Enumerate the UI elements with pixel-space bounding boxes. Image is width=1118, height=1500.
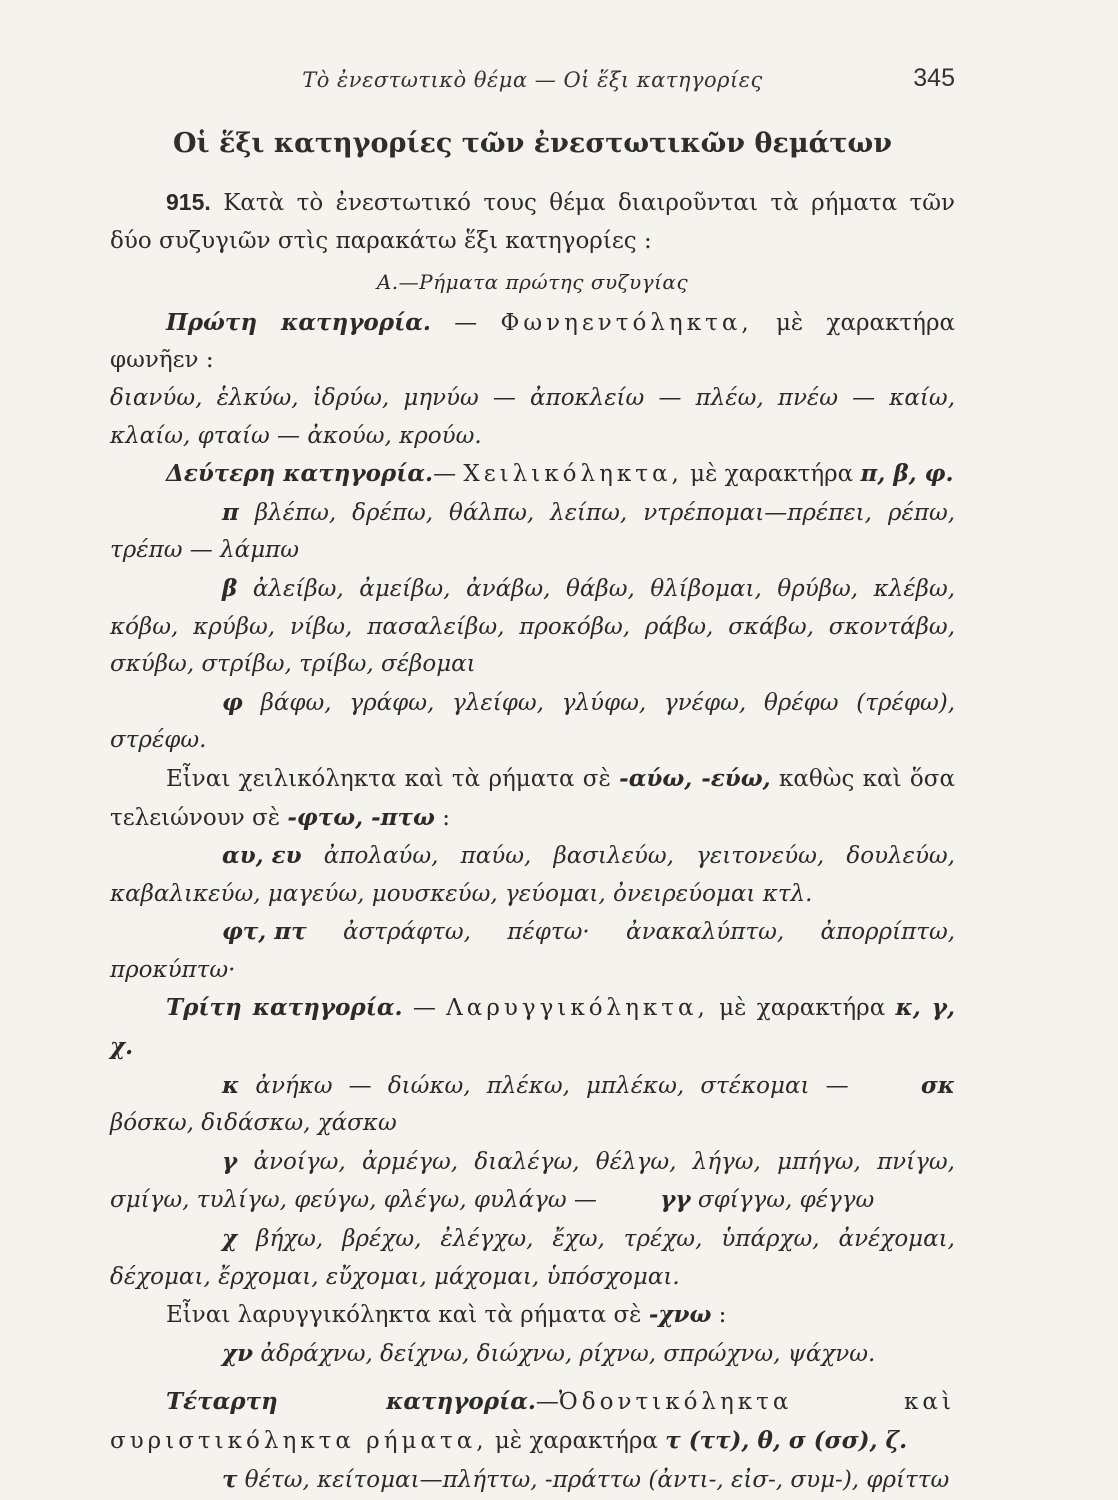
note-text: καθὼς καὶ ὅσα τελειώνουν σὲ xyxy=(110,765,955,831)
example-words: ἀπολαύω, παύω, βασιλεύω, γειτονεύω, δουλεύω, καβαλικεύω, μαγεύω, μουσκεύω, γεύομαι, ὀνειρεύομαι κτλ. xyxy=(110,843,955,907)
note-text: : xyxy=(434,804,450,831)
example-label: β xyxy=(222,574,238,602)
example-row-b xyxy=(110,570,955,684)
ending: -αύω, -εύω, xyxy=(619,764,771,792)
example-label: χν xyxy=(222,1339,254,1367)
dash: — xyxy=(535,1389,559,1416)
example-row-p xyxy=(110,494,955,570)
example-words: ἀστράφτω, πέφτω· ἀνακαλύπτω, ἀπορρίπτω, προκύπτω· xyxy=(110,919,956,983)
category-term: Χειλικόληκτα, xyxy=(463,461,683,488)
paragraph-915 xyxy=(110,184,955,260)
example-label: τ xyxy=(222,1465,238,1493)
example-label: αυ, ευ xyxy=(222,842,302,870)
example-label: σκ xyxy=(920,1071,956,1099)
body-text xyxy=(110,184,955,1499)
example-words: σφίγγω, φέγγω xyxy=(690,1187,875,1214)
example-words: ἀνοίγω, ἀρμέγω, διαλέγω, θέλγω, λήγω, μπήγω, πνίγω, σμίγω, τυλίγω, φεύγω, φλέγω, φυλάγω — xyxy=(110,1148,955,1214)
example-words: βλέπω, δρέπω, θάλπω, λείπω, ντρέπομαι—πρέπει, ρέπω, τρέπω — λάμπω xyxy=(110,499,956,564)
example-row-k xyxy=(110,1067,955,1143)
example-row-ft-pt xyxy=(110,913,955,989)
subheading: Α.—Ρήματα πρώτης συζυγίας xyxy=(376,270,689,295)
note-text: Εἶναι λαρυγγικόληκτα καὶ τὰ ρήματα σὲ xyxy=(166,1302,649,1329)
example-row-au-eu xyxy=(110,837,955,913)
dash: — xyxy=(402,995,447,1022)
category-4 xyxy=(110,1383,955,1460)
example-label: φτ, πτ xyxy=(222,918,307,946)
example-label: γ xyxy=(222,1147,238,1175)
dash: — xyxy=(433,461,464,488)
category-term: Λαρυγγικόληκτα, xyxy=(446,995,709,1022)
category-3-note xyxy=(110,1296,955,1335)
page-number: 345 xyxy=(913,64,955,92)
example-label: κ xyxy=(222,1071,240,1099)
section-heading: Οἱ ἕξι κατηγορίες τῶν ἐνεστωτικῶν θεμάτων xyxy=(172,128,892,159)
example-row-x xyxy=(110,1220,955,1296)
example-row-t xyxy=(110,1461,955,1500)
note-text: : xyxy=(711,1302,727,1329)
example-row-g xyxy=(110,1143,955,1220)
category-term: Φωνηεντόληκτα, xyxy=(500,309,753,336)
example-words: βήχω, βρέχω, ἐλέγχω, ἔχω, τρέχω, ὑπάρχω, ἀνέχομαι, δέχομαι, ἔρχομαι, εὔχομαι, μάχομαι, ὑπόσχομαι. xyxy=(110,1226,955,1290)
category-term: Ὀδοντικόληκτα καὶ συριστικόληκτα ρήματα, xyxy=(110,1389,955,1454)
paragraph-text: Κατὰ τὸ ἐνεστωτικό τους θέμα διαιροῦνται τὰ ρήματα τῶν δύο συζυγιῶν στὶς παρακάτω ἕξι κατηγορίες : xyxy=(110,190,955,254)
example-words: ἀνήκω — διώκω, πλέκω, μπλέκω, στέκομαι — xyxy=(255,1072,865,1099)
example-words: βόσκω, διδάσκω, χάσκω xyxy=(110,1110,397,1137)
example-row-f xyxy=(110,684,955,760)
category-description: μὲ χαρακτήρα φωνῆεν : xyxy=(110,309,955,374)
category-title: Τρίτη κατηγορία. xyxy=(166,994,403,1022)
example-label: φ xyxy=(222,688,243,716)
running-title: Τὸ ἐνεστωτικὸ θέμα — Οἱ ἕξι κατηγορίες xyxy=(302,68,763,92)
example-words: ἀδράχνω, δείχνω, διώχνω, ρίχνω, σπρώχνω, ψάχνω. xyxy=(260,1340,876,1367)
example-words: βάφω, γράφω, γλείφω, γλύφω, γνέφω, θρέφω (τρέφω), στρέφω. xyxy=(110,689,956,754)
dash: — xyxy=(430,309,501,336)
category-description: μὲ χαρακτήρα xyxy=(682,461,861,488)
running-head xyxy=(110,62,955,98)
example-words: ἀλείβω, ἀμείβω, ἀνάβω, θάβω, θλίβομαι, θρύβω, κλέβω, κόβω, κρύβω, νίβω, πασαλείβω, προκόβω, ράβω, σκάβω, σκοντάβω, σκύβω, στρίβω, τρίβω, σέβομαι xyxy=(110,575,956,678)
example-label: π xyxy=(222,498,239,526)
example-row-xn xyxy=(110,1335,955,1374)
category-2 xyxy=(110,455,955,494)
ending: -φτω, -πτω xyxy=(287,803,435,831)
category-description: μὲ χαρακτήρα xyxy=(487,1428,666,1454)
paragraph-number: 915. xyxy=(166,189,211,215)
category-description: μὲ χαρακτήρα xyxy=(708,995,896,1022)
category-characters: τ (ττ), θ, σ (σσ), ζ. xyxy=(665,1427,908,1454)
example-words: θέτω, κείτομαι—πλήττω, -πράττω (ἀντι-, εἰσ-, συμ-), φρίττω xyxy=(244,1466,950,1493)
category-3 xyxy=(110,989,955,1066)
example-label: χ xyxy=(222,1225,238,1253)
note-text: Εἶναι χειλικόληκτα καὶ τὰ ρήματα σὲ xyxy=(166,765,620,792)
category-characters: κ, γ, χ. xyxy=(110,994,955,1061)
category-title: Πρώτη κατηγορία. xyxy=(166,308,431,336)
category-2-note xyxy=(110,760,955,837)
category-1-examples: διανύω, ἑλκύω, ἱδρύω, μηνύω — ἀποκλείω — πλέω, πνέω — καίω, κλαίω, φταίω — ἀκούω, κρούω. xyxy=(110,384,955,449)
category-1 xyxy=(110,304,955,380)
category-title: Δεύτερη κατηγορία. xyxy=(166,460,434,488)
category-title: Τέταρτη κατηγορία. xyxy=(166,1388,536,1416)
ending: -χνω xyxy=(648,1301,712,1329)
example-label: γγ xyxy=(660,1186,691,1214)
category-characters: π, β, φ. xyxy=(860,460,954,488)
